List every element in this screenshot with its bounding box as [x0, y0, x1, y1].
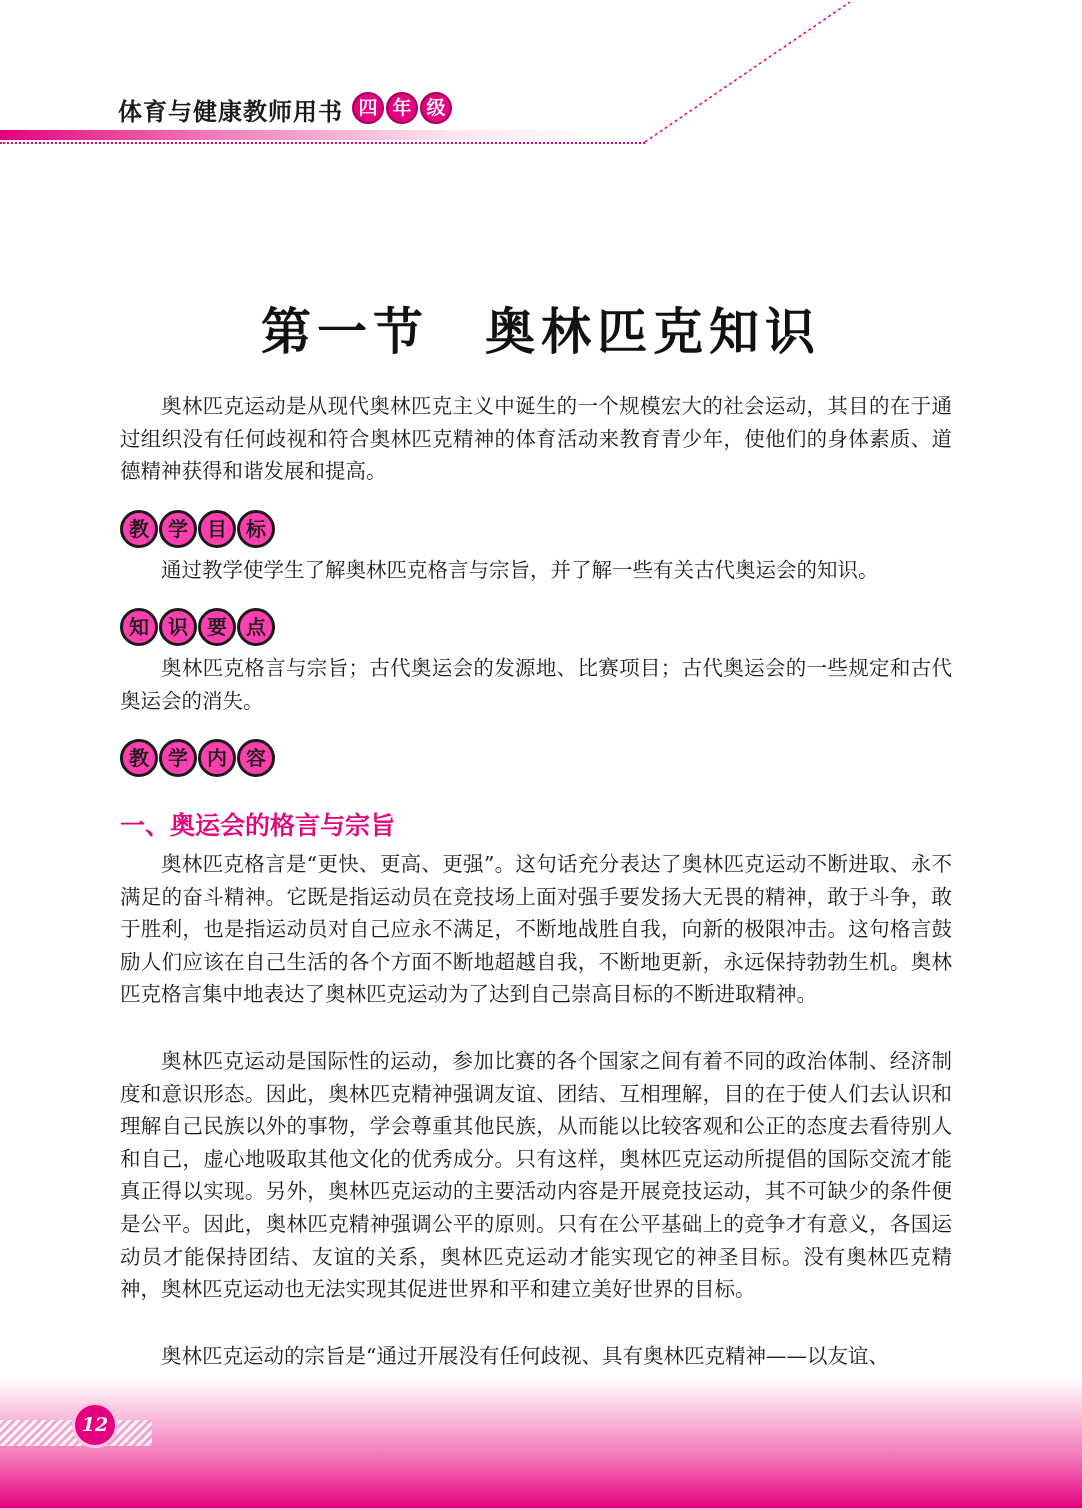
teaching-goal-text: 通过教学使学生了解奥林匹克格言与宗旨，并了解一些有关古代奥运会的知识。 [161, 558, 879, 582]
section-heading: 一、奥运会的格言与宗旨 [120, 811, 396, 840]
page-number: 12 [72, 1402, 118, 1448]
label-char: 知 [120, 608, 158, 646]
body-paragraph: 奥林匹克运动的宗旨是“通过开展没有任何歧视、具有奥林匹克精神——以友谊、 [161, 1344, 889, 1368]
label-char: 要 [198, 608, 236, 646]
grade-char: 四 [352, 92, 384, 124]
book-title: 体育与健康教师用书 [118, 98, 343, 126]
label-char: 学 [159, 739, 197, 777]
teaching-goal-label [120, 510, 275, 548]
label-char: 容 [237, 739, 275, 777]
header-decoration [0, 0, 1082, 150]
label-char: 内 [198, 739, 236, 777]
grade-char: 年 [386, 92, 418, 124]
label-char: 目 [198, 510, 236, 548]
label-char: 标 [237, 510, 275, 548]
body-paragraph: 奥林匹克格言是“更快、更高、更强”。这句话充分表达了奥林匹克运动不断进取、永不满足的奋斗精神。它既是指运动员在竞技场上面对强手要发扬大无畏的精神，敢于斗争，敢于胜利，也是指运动员对自己应永不满足，不断地战胜自我，向新的极限冲击。这句格言鼓励人们应该在自己生活的各个方面不断地超越自我，不断地更新，永远保持勃勃生机。奥林匹克格言集中地表达了奥林匹克运动为了达到自己崇高目标的不断进取精神。 [120, 852, 952, 1007]
label-char: 教 [120, 510, 158, 548]
intro-paragraph: 奥林匹克运动是从现代奥林匹克主义中诞生的一个规模宏大的社会运动，其目的在于通过组织没有任何歧视和符合奥林匹克精神的体育活动来教育青少年，使他们的身体素质、道德精神获得和谐发展和提高。 [120, 394, 952, 484]
label-char: 识 [159, 608, 197, 646]
key-points-label [120, 608, 275, 646]
body-paragraph: 奥林匹克运动是国际性的运动，参加比赛的各个国家之间有着不同的政治体制、经济制度和意识形态。因此，奥林匹克精神强调友谊、团结、互相理解，目的在于使人们去认识和理解自己民族以外的事物，学会尊重其他民族，从而能以比较客观和公正的态度去看待别人和自己，虚心地吸取其他文化的优秀成分。只有这样，奥林匹克运动所提倡的国际交流才能真正得以实现。另外，奥林匹克运动的主要活动内容是开展竞技运动，其不可缺少的条件便是公平。因此，奥林匹克精神强调公平的原则。只有在公平基础上的竞争才有意义，各国运动员才能保持团结、友谊的关系，奥林匹克运动才能实现它的神圣目标。没有奥林匹克精神，奥林匹克运动也无法实现其促进世界和平和建立美好世界的目标。 [120, 1049, 952, 1302]
page-title: 第一节 奥林匹克知识 [261, 302, 821, 361]
label-char: 教 [120, 739, 158, 777]
header-gradient-bar [0, 130, 600, 140]
grade-badge [352, 92, 452, 124]
teaching-content-label [120, 739, 275, 777]
label-char: 点 [237, 608, 275, 646]
label-char: 学 [159, 510, 197, 548]
header-dotted-rule [0, 142, 645, 144]
grade-char: 级 [420, 92, 452, 124]
footer-band [0, 1378, 1082, 1508]
key-points-text: 奥林匹克格言与宗旨；古代奥运会的发源地、比赛项目；古代奥运会的一些规定和古代奥运会的消失。 [120, 656, 952, 713]
